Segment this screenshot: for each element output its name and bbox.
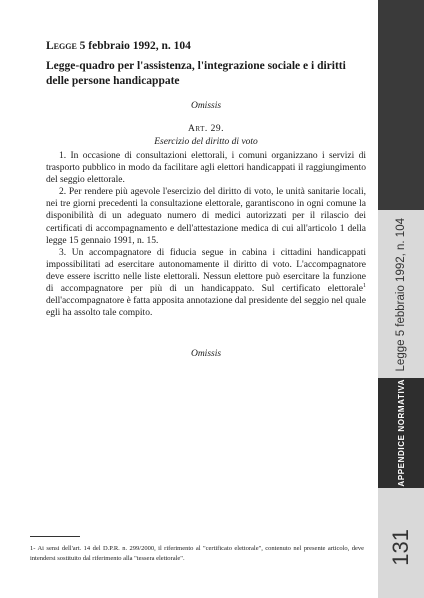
law-reference-date: 5 febbraio 1992, n. 104 xyxy=(79,40,191,52)
paragraph-3-text-end: dell'accompagnatore è fatta apposita annotazione dal presidente del seggio nel quale egli ha assolto tale compito. xyxy=(46,296,366,319)
footnote-text: 1- Ai sensi dell'art. 14 del D.P.R. n. 299/2000, il riferimento al "certificato elettorale", contenuto nel presente articolo, deve intendersi sostituito dal riferimento alla "tessera elettorale". xyxy=(30,545,364,562)
omissis-bottom: Omissis xyxy=(190,349,222,359)
article-subtitle: Esercizio del diritto di voto xyxy=(154,137,258,147)
page-number-text: 131 xyxy=(388,528,413,566)
article-paragraph-3 xyxy=(46,247,366,320)
law-reference xyxy=(46,40,191,52)
article-body xyxy=(46,150,366,319)
law-title: Legge-quadro per l'assistenza, l'integrazione sociale e i diritti delle persone handicappate xyxy=(46,60,346,87)
omissis-top: Omissis xyxy=(190,101,222,111)
footnote-marker: 1 xyxy=(363,282,366,289)
page-number xyxy=(378,500,424,594)
article-paragraph-2: 2. Per rendere più agevole l'esercizio del diritto di voto, le unità sanitarie locali, nei tre giorni precedenti la consultazione elettorale, garantiscono in ogni comune la disponibilità di un adeguato numero di medici autorizzati per il rilascio dei certificati di accompagnamento e dell'attestazione medica di cui all'articolo 1 della legge 15 gennaio 1991, n. 15. xyxy=(46,187,366,246)
section-tab xyxy=(378,378,424,488)
footnote-divider xyxy=(30,536,80,537)
article-paragraph-1: 1. In occasione di consultazioni elettorali, i comuni organizzano i servizi di trasporto pubblico in modo da facilitare agli elettori handicappati il raggiungimento del seggio elettorale. xyxy=(46,151,366,186)
paragraph-3-text-start: 3. Un accompagnatore di fiducia segue in cabina i cittadini handicappati impossibilitati ad esercitare autonomamente il diritto di voto. L'accompagnatore deve essere iscritto nelle liste elettorali. Nessun elettore può esercitare la funzione di accompagnatore per più di un handicappato. Sul certificato elettorale xyxy=(46,247,366,295)
running-title-text: Legge 5 febbraio 1992, n. 104 xyxy=(395,218,407,372)
article-number: Art. 29. xyxy=(187,124,224,134)
sidebar-dark-header xyxy=(378,0,424,210)
section-tab-label: APPENDICE NORMATIVA xyxy=(396,379,406,487)
sidebar-running-title xyxy=(378,218,424,372)
law-reference-prefix: Legge xyxy=(46,40,77,52)
